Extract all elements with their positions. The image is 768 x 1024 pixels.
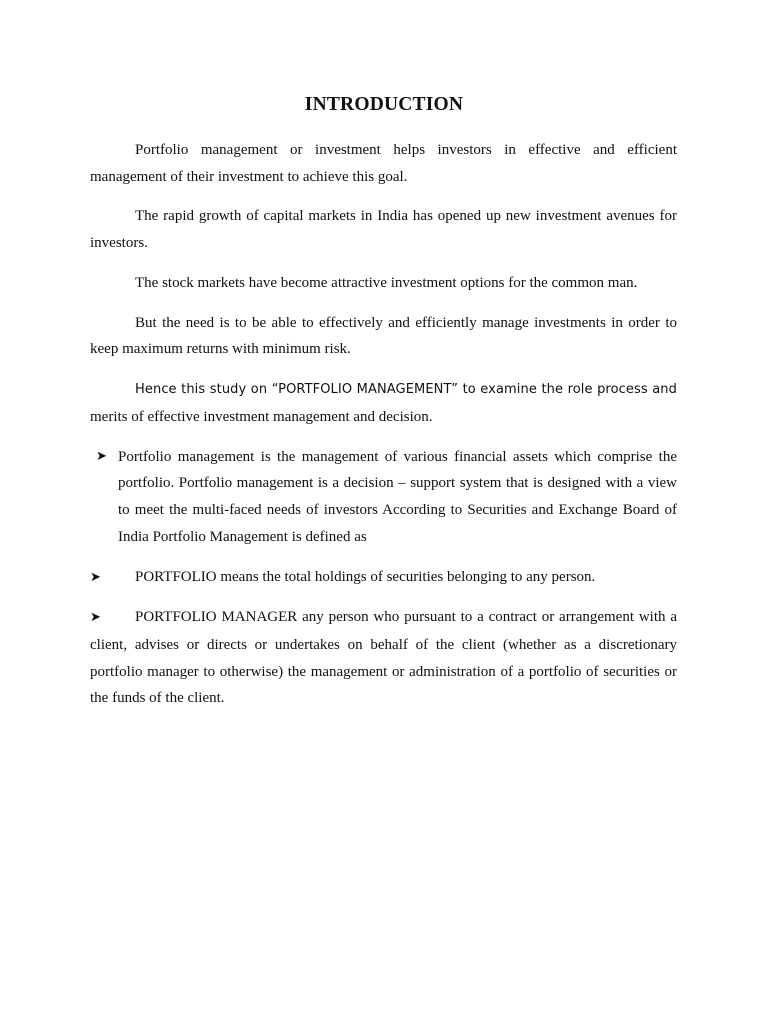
arrow-bullet-icon: ➤ bbox=[90, 610, 101, 626]
paragraph-intro: Portfolio management or investment helps investors in effective and efficient management of their investment to achieve this goal. bbox=[90, 142, 677, 185]
document-body bbox=[90, 137, 677, 725]
paragraph-manage-investments: But the need is to be able to effectively and efficiently manage investments in order to keep maximum returns with minimum risk. bbox=[90, 314, 677, 358]
paragraph-study-purpose bbox=[90, 376, 677, 430]
paragraph-stock-markets: The stock markets have become attractive investment options for the common man. bbox=[135, 274, 638, 291]
paragraph-capital-markets: The rapid growth of capital markets in India has opened up new investment avenues for investors. bbox=[90, 208, 677, 252]
page-title: INTRODUCTION bbox=[304, 94, 464, 115]
bullet-portfolio-management bbox=[90, 444, 677, 550]
bullet-portfolio-definition bbox=[90, 564, 677, 592]
study-purpose-rest: merits of effective investment management and decision. bbox=[90, 408, 433, 425]
bullet-text: PORTFOLIO means the total holdings of securities belonging to any person. bbox=[135, 568, 596, 585]
study-purpose-lead: Hence this study on “PORTFOLIO MANAGEMENT” to examine the role process and bbox=[135, 382, 677, 398]
bullet-text: PORTFOLIO MANAGER any person who pursuant to a contract or arrangement with a client, advises or directs or undertakes on behalf of the client (whether as a discretionary portfolio manager to otherwise) the management or administration of a portfolio of securities or the funds of the client. bbox=[90, 609, 677, 707]
arrow-bullet-icon: ➤ bbox=[96, 448, 107, 464]
bullet-portfolio-manager-definition bbox=[90, 604, 677, 711]
arrow-bullet-icon: ➤ bbox=[90, 569, 101, 585]
bullet-text: Portfolio management is the management of various financial assets which comprise the portfolio. Portfolio management is a decision – support system that is designed with a view to meet the multi-faced needs of investors According to Securities and Exchange Board of India Portfolio Management is defined as bbox=[118, 448, 677, 545]
